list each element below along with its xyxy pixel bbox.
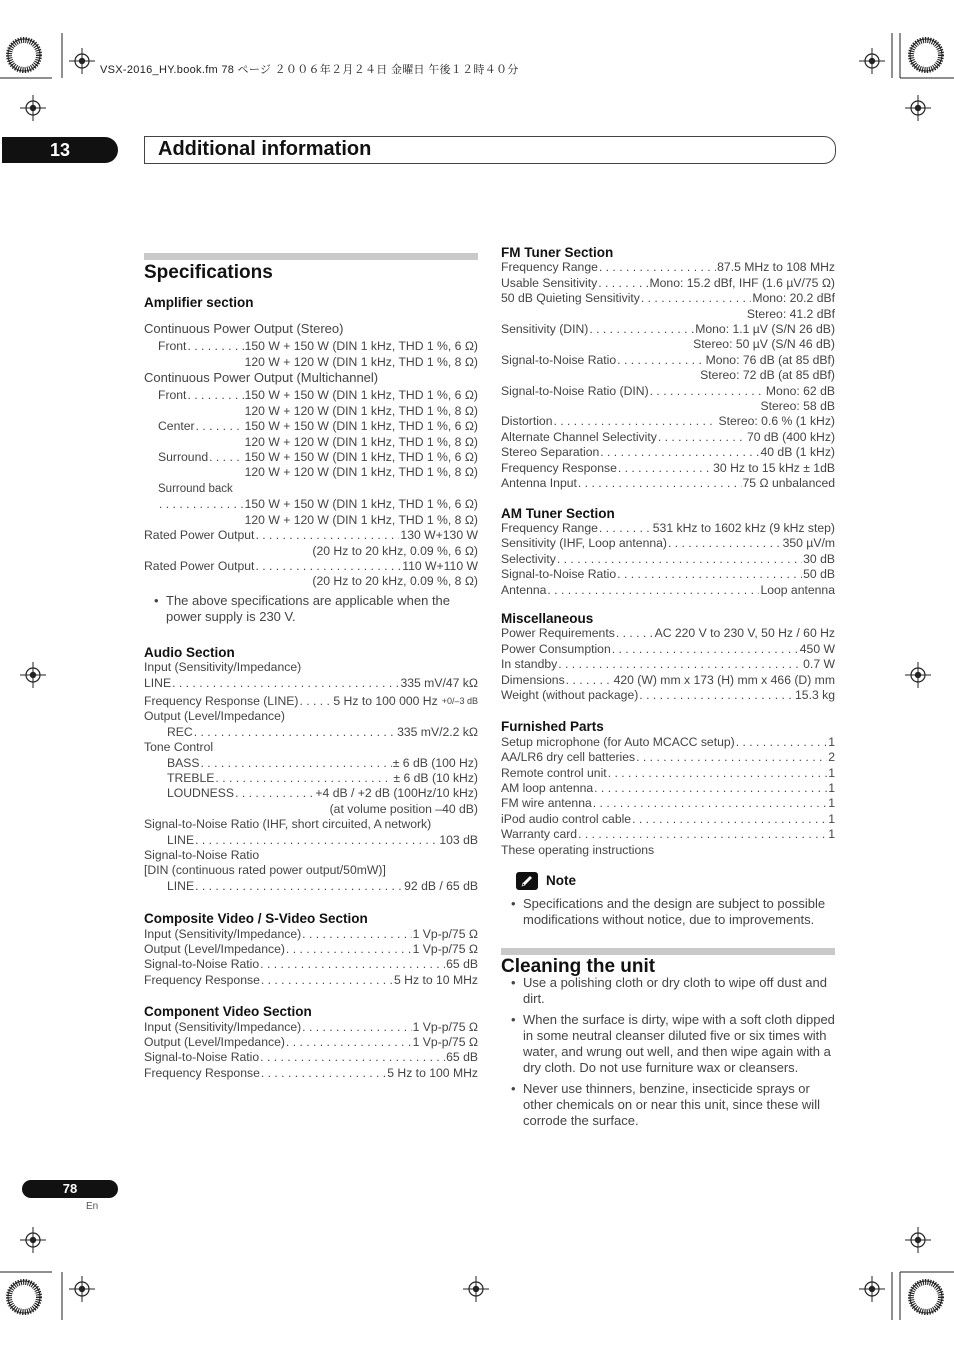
note-text: • Specifications and the design are subject to possible modifications without notice, due to improvements.: [501, 896, 835, 928]
misc-row: Power Requirements . . . AC 220 V to 230 V, 50 Hz / 60 Hz: [501, 626, 835, 641]
component-row: Output (Level/Impedance) . . . 1 Vp-p/75 Ω: [144, 1035, 478, 1050]
surround-back-label: Surround back: [158, 482, 233, 495]
cleaning-bullet: • Use a polishing cloth or dry cloth to wipe off dust and dirt.: [501, 975, 835, 1007]
page-number: 78: [22, 1180, 118, 1198]
am-row: Signal-to-Noise Ratio . . . 50 dB: [501, 567, 835, 582]
cleaning-title: Cleaning the unit: [501, 956, 656, 978]
tone-bass: BASS . . . ± 6 dB (100 Hz): [144, 756, 478, 771]
note-heading: [501, 872, 835, 890]
snr-ihf-line: LINE . . . 103 dB: [144, 833, 478, 848]
am-row: Antenna . . . Loop antenna: [501, 583, 835, 598]
snr-din-description: [DIN (continuous rated power output/50mW)]: [144, 863, 386, 878]
print-file-header: VSX-2016_HY.book.fm 78 ページ ２００６年２月２４日 金曜日 午後１２時４０分: [100, 64, 519, 76]
note-title: Note: [546, 873, 576, 889]
am-heading: AM Tuner Section: [501, 505, 615, 521]
furnished-row: AA/LR6 dry cell batteries . . . 2: [501, 750, 835, 765]
misc-row: In standby . . . 0.7 W: [501, 657, 835, 672]
composite-row: Signal-to-Noise Ratio . . . 65 dB: [144, 957, 478, 972]
chapter-title: Additional information: [158, 138, 372, 160]
misc-row: Power Consumption . . . 450 W: [501, 642, 835, 657]
fm-frequency-range: Frequency Range . . . 87.5 MHz to 108 MHz: [501, 260, 835, 275]
right-column: [501, 245, 835, 1129]
audio-line-input: LINE . . . 335 mV/47 kΩ: [144, 676, 478, 691]
misc-row: Weight (without package) . . . 15.3 kg: [501, 688, 835, 703]
snr-ihf-label: Signal-to-Noise Ratio (IHF, short circuited, A network): [144, 817, 432, 832]
am-row: Sensitivity (IHF, Loop antenna) . . . 350 µV/m: [501, 536, 835, 551]
fm-alt-channel: Alternate Channel Selectivity . . . 70 dB (400 kHz): [501, 430, 835, 445]
fm-heading: FM Tuner Section: [501, 245, 614, 260]
furnished-heading: Furnished Parts: [501, 719, 604, 735]
furnished-row: Warranty card . . . 1: [501, 827, 835, 842]
multi-label: Continuous Power Output (Multichannel): [144, 370, 379, 386]
section-bar: [144, 253, 478, 260]
cleaning-bullet: • When the surface is dirty, wipe with a soft cloth dipped in some neutral cleanser diluted five or six times with water, and wrung out well, and then wipe again with a dry cloth. Do not use furniture wax or cleansers.: [501, 1012, 835, 1076]
composite-row: Frequency Response . . . 5 Hz to 10 MHz: [144, 973, 478, 988]
stereo-label: Continuous Power Output (Stereo): [144, 320, 344, 336]
fm-snr: Signal-to-Noise Ratio . . . Mono: 76 dB (at 85 dBf) Stereo: 72 dB (at 85 dBf): [501, 353, 835, 384]
rated-power-8ohm: Rated Power Output . . . 110 W+110 W (20 Hz to 20 kHz, 0.09 %, 8 Ω): [144, 559, 478, 590]
audio-rec: REC . . . 335 mV/2.2 kΩ: [144, 725, 478, 740]
rated-power-6ohm: Rated Power Output . . . 130 W+130 W (20 Hz to 20 kHz, 0.09 %, 6 Ω): [144, 528, 478, 559]
chapter-number-badge: 13: [2, 137, 118, 163]
left-column: [144, 253, 478, 1081]
furnished-row: iPod audio control cable . . . 1: [501, 812, 835, 827]
composite-row: Output (Level/Impedance) . . . 1 Vp-p/75 Ω: [144, 942, 478, 957]
composite-row: Input (Sensitivity/Impedance) . . . 1 Vp-p/75 Ω: [144, 927, 478, 942]
component-heading: Component Video Section: [144, 1004, 312, 1020]
language-label: En: [86, 1201, 99, 1212]
audio-input-label: Input (Sensitivity/Impedance): [144, 660, 302, 675]
component-row: Frequency Response . . . 5 Hz to 100 MHz: [144, 1066, 478, 1081]
furnished-row: AM loop antenna . . . 1: [501, 781, 835, 796]
composite-heading: Composite Video / S-Video Section: [144, 911, 368, 927]
fm-sensitivity-din: Sensitivity (DIN) . . . Mono: 1.1 µV (S/N 26 dB) Stereo: 50 µV (S/N 46 dB): [501, 322, 835, 353]
snr-din-line: LINE . . . 92 dB / 65 dB: [144, 879, 478, 894]
audio-frequency-response: Frequency Response (LINE) . . . 5 Hz to 100 000 Hz +0/–3 dB: [144, 694, 478, 709]
section-bar: [501, 948, 835, 955]
amp-voltage-note: • The above specifications are applicable when the power supply is 230 V.: [144, 593, 478, 626]
furnished-row: Remote control unit . . . 1: [501, 766, 835, 781]
cleaning-bullet: • Never use thinners, benzine, insecticide sprays or other chemicals on or near this unit, since these will corrode the surface.: [501, 1081, 835, 1129]
fm-frequency-response: Frequency Response . . . 30 Hz to 15 kHz ± 1dB: [501, 461, 835, 476]
am-row: Frequency Range . . . 531 kHz to 1602 kHz (9 kHz step): [501, 521, 835, 536]
component-row: Input (Sensitivity/Impedance) . . . 1 Vp-p/75 Ω: [144, 1020, 478, 1035]
fm-distortion: Distortion . . . Stereo: 0.6 % (1 kHz): [501, 414, 835, 429]
specifications-title: Specifications: [144, 262, 273, 283]
component-row: Signal-to-Noise Ratio . . . 65 dB: [144, 1050, 478, 1065]
amplifier-heading: Amplifier section: [144, 295, 254, 311]
amp-surround-back: . . . 150 W + 150 W (DIN 1 kHz, THD 1 %, 6 Ω) 120 W + 120 W (DIN 1 kHz, THD 1 %, 8 Ω): [144, 497, 478, 528]
pencil-icon: [516, 872, 538, 890]
audio-heading: Audio Section: [144, 644, 235, 660]
amp-multi-surround: Surround . . . 150 W + 150 W (DIN 1 kHz, THD 1 %, 6 Ω) 120 W + 120 W (DIN 1 kHz, THD 1 %, 8 Ω): [144, 450, 478, 481]
tone-treble: TREBLE . . . ± 6 dB (10 kHz): [144, 771, 478, 786]
fm-quieting-sensitivity: 50 dB Quieting Sensitivity . . . Mono: 20.2 dBf Stereo: 41.2 dBf: [501, 291, 835, 322]
fm-snr-din: Signal-to-Noise Ratio (DIN) . . . Mono: 62 dB Stereo: 58 dB: [501, 384, 835, 415]
am-row: Selectivity . . . 30 dB: [501, 552, 835, 567]
furnished-row: Setup microphone (for Auto MCACC setup) . . . 1: [501, 735, 835, 750]
misc-row: Dimensions . . . 420 (W) mm x 173 (H) mm x 466 (D) mm: [501, 673, 835, 688]
misc-heading: Miscellaneous: [501, 610, 594, 626]
furnished-row: FM wire antenna . . . 1: [501, 796, 835, 811]
audio-output-label: Output (Level/Impedance): [144, 709, 285, 724]
furnished-instructions: These operating instructions: [501, 842, 655, 857]
tone-loudness: LOUDNESS . . . +4 dB / +2 dB (100Hz/10 kHz) (at volume position –40 dB): [144, 786, 478, 817]
amp-stereo-front: Front . . . 150 W + 150 W (DIN 1 kHz, THD 1 %, 6 Ω) 120 W + 120 W (DIN 1 kHz, THD 1 %, 8 Ω): [144, 339, 478, 370]
fm-antenna-input: Antenna Input . . . 75 Ω unbalanced: [501, 476, 835, 491]
fm-usable-sensitivity: Usable Sensitivity . . . Mono: 15.2 dBf, IHF (1.6 µV/75 Ω): [501, 276, 835, 291]
snr-din-label: Signal-to-Noise Ratio: [144, 848, 260, 862]
amp-multi-front: Front . . . 150 W + 150 W (DIN 1 kHz, THD 1 %, 6 Ω) 120 W + 120 W (DIN 1 kHz, THD 1 %, 8 Ω): [144, 388, 478, 419]
amp-multi-center: Center . . . 150 W + 150 W (DIN 1 kHz, THD 1 %, 6 Ω) 120 W + 120 W (DIN 1 kHz, THD 1 %, 8 Ω): [144, 419, 478, 450]
fm-stereo-separation: Stereo Separation . . . 40 dB (1 kHz): [501, 445, 835, 460]
tone-control-label: Tone Control: [144, 740, 214, 755]
